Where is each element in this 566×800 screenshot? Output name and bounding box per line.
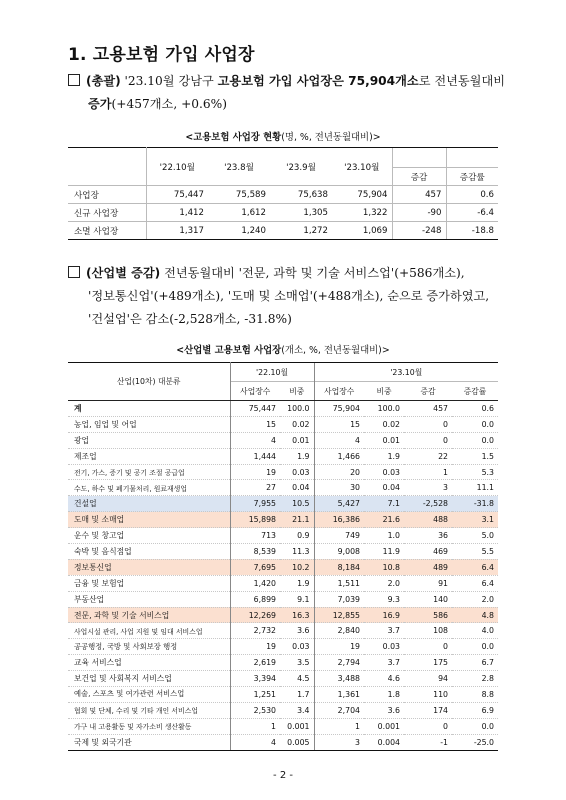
industry-table [68, 362, 498, 751]
table1-blank-header [446, 148, 498, 168]
table-row [68, 607, 498, 623]
cell: 3.6 [280, 623, 314, 639]
cell: 1,420 [230, 575, 280, 591]
cell: 10.8 [364, 559, 404, 575]
cell: 749 [314, 528, 364, 544]
cell: 36 [404, 528, 452, 544]
cell: 5,427 [314, 496, 364, 512]
summary-text-d: 증가 [88, 97, 112, 111]
cell: 1.8 [364, 687, 404, 703]
cell: 457 [392, 186, 446, 204]
cell: 3.7 [364, 623, 404, 639]
cell: 3,488 [314, 671, 364, 687]
table2-period-header: '22.10월 [230, 363, 314, 382]
table-row [68, 591, 498, 607]
cell: 27 [230, 480, 280, 496]
cell: 3.4 [280, 702, 314, 718]
table2-sub-header: 증감 [404, 382, 452, 401]
cell: 1,612 [208, 204, 270, 222]
cell: 6,899 [230, 591, 280, 607]
cell: 489 [404, 559, 452, 575]
cell: 91 [404, 575, 452, 591]
table2-sub-header: 비중 [364, 382, 404, 401]
table-row [68, 186, 498, 204]
cell: 19 [314, 639, 364, 655]
industry-label: (산업별 증감) [86, 266, 161, 280]
table2-caption [0, 342, 566, 356]
table2-sub-header: 사업장수 [314, 382, 364, 401]
cell: 3.5 [280, 655, 314, 671]
cell: 6.9 [452, 702, 498, 718]
cell: 6.7 [452, 655, 498, 671]
cell: 0.03 [280, 639, 314, 655]
checkbox-bullet-icon [68, 74, 80, 86]
page-number: - 2 - [273, 770, 293, 781]
row-label: 협회 및 단체, 수리 및 기타 개인 서비스업 [68, 702, 230, 718]
table2-caption-title: <산업별 고용보험 사업장 [176, 345, 282, 356]
cell: 100.0 [364, 401, 404, 417]
table-row [68, 496, 498, 512]
industry-text-line3: '건설업'은 감소(-2,528개소, -31.8%) [88, 312, 292, 326]
cell: 713 [230, 528, 280, 544]
cell: 0.004 [364, 734, 404, 750]
cell: 1,466 [314, 448, 364, 464]
cell: 140 [404, 591, 452, 607]
table-row [68, 575, 498, 591]
cell: 0 [404, 639, 452, 655]
cell: 0.005 [280, 734, 314, 750]
table1-period-header: '23.10월 [332, 148, 392, 186]
cell: 2,794 [314, 655, 364, 671]
cell: 0.04 [280, 480, 314, 496]
cell: 0.0 [452, 718, 498, 734]
cell: 4.5 [280, 671, 314, 687]
cell: 0.01 [280, 432, 314, 448]
cell: 11.1 [452, 480, 498, 496]
table2-body [68, 401, 498, 751]
summary-text-c: 로 전년동월대비 [418, 74, 505, 88]
row-label: 정보통신업 [68, 559, 230, 575]
table1-period-header: '23.8월 [208, 148, 270, 186]
cell: 7,039 [314, 591, 364, 607]
row-label: 공공행정, 국방 및 사회보장 행정 [68, 639, 230, 655]
row-label: 운수 및 창고업 [68, 528, 230, 544]
table1-change-header: 증감 [392, 168, 446, 186]
cell: 0.0 [452, 639, 498, 655]
cell: 1,240 [208, 222, 270, 240]
row-label: 금융 및 보험업 [68, 575, 230, 591]
row-label: 소멸 사업장 [68, 222, 146, 240]
row-label: 농업, 임업 및 어업 [68, 416, 230, 432]
table1-caption [0, 129, 566, 143]
cell: -248 [392, 222, 446, 240]
cell: 1,251 [230, 687, 280, 703]
checkbox-bullet-icon [68, 266, 80, 278]
cell: 0.9 [280, 528, 314, 544]
cell: 1,272 [270, 222, 332, 240]
cell: 175 [404, 655, 452, 671]
row-label: 숙박 및 음식점업 [68, 544, 230, 560]
table-row [68, 559, 498, 575]
summary-paragraph [68, 70, 508, 116]
row-label: 보건업 및 사회복지 서비스업 [68, 671, 230, 687]
cell: 110 [404, 687, 452, 703]
cell: 1,317 [146, 222, 208, 240]
table-row [68, 687, 498, 703]
cell: 1,444 [230, 448, 280, 464]
cell: 7.1 [364, 496, 404, 512]
cell: 9.1 [280, 591, 314, 607]
cell: 75,904 [314, 401, 364, 417]
row-label: 국제 및 외국기관 [68, 734, 230, 750]
table2-sub-header: 비중 [280, 382, 314, 401]
cell: 0.03 [364, 639, 404, 655]
cell: 3.7 [364, 655, 404, 671]
cell: 3.6 [364, 702, 404, 718]
cell: 0.6 [446, 186, 498, 204]
table-row [68, 639, 498, 655]
cell: 3,394 [230, 671, 280, 687]
cell: 5.0 [452, 528, 498, 544]
summary-label: (총괄) [86, 74, 121, 88]
cell: 75,638 [270, 186, 332, 204]
cell: 0.04 [364, 480, 404, 496]
table1-caption-title: <고용보험 사업장 현황 [185, 132, 282, 143]
cell: 4 [230, 432, 280, 448]
cell: 1 [404, 464, 452, 480]
summary-text-b: 고용보험 가입 사업장은 75,904개소 [217, 74, 419, 88]
cell: 20 [314, 464, 364, 480]
cell: 8.8 [452, 687, 498, 703]
cell: 4 [314, 432, 364, 448]
industry-text-line1: 전년동월대비 '전문, 과학 및 기술 서비스업'(+586개소), [160, 266, 465, 280]
cell: 4.0 [452, 623, 498, 639]
cell: 12,269 [230, 607, 280, 623]
cell: 8,184 [314, 559, 364, 575]
cell: 4 [230, 734, 280, 750]
cell: 0 [404, 432, 452, 448]
row-label: 사업장 [68, 186, 146, 204]
row-label: 신규 사업장 [68, 204, 146, 222]
cell: 8,539 [230, 544, 280, 560]
industry-paragraph [68, 262, 508, 331]
table2-industry-header: 산업(10차) 대분류 [68, 363, 230, 401]
cell: 9,008 [314, 544, 364, 560]
cell: 30 [314, 480, 364, 496]
table-row [68, 734, 498, 750]
cell: 469 [404, 544, 452, 560]
cell: 1,322 [332, 204, 392, 222]
cell: 0.03 [280, 464, 314, 480]
cell: 2,704 [314, 702, 364, 718]
row-label: 건설업 [68, 496, 230, 512]
row-label: 부동산업 [68, 591, 230, 607]
cell: 11.9 [364, 544, 404, 560]
row-label: 교육 서비스업 [68, 655, 230, 671]
table-row [68, 401, 498, 417]
cell: 1.9 [280, 448, 314, 464]
table1-corner [68, 148, 146, 186]
table2-period-header: '23.10월 [314, 363, 498, 382]
cell: 22 [404, 448, 452, 464]
row-label: 사업시설 관리, 사업 지원 및 임대 서비스업 [68, 623, 230, 639]
cell: 0.02 [364, 416, 404, 432]
row-label: 전문, 과학 및 기술 서비스업 [68, 607, 230, 623]
cell: 1.7 [280, 687, 314, 703]
cell: 1,305 [270, 204, 332, 222]
cell: 3 [404, 480, 452, 496]
row-label: 수도, 하수 및 폐기물처리, 원료재생업 [68, 480, 230, 496]
cell: 100.0 [280, 401, 314, 417]
cell: 16.9 [364, 607, 404, 623]
summary-text-a: '23.10월 강남구 [120, 74, 218, 88]
cell: 1.9 [364, 448, 404, 464]
industry-text-line2: '정보통신업'(+489개소), '도매 및 소매업'(+488개소), 순으로 증가하였고, [88, 289, 490, 303]
cell: 75,589 [208, 186, 270, 204]
cell: -31.8 [452, 496, 498, 512]
summary-text-e: (+457개소, +0.6%) [111, 97, 227, 111]
cell: 1 [314, 718, 364, 734]
table-row [68, 204, 498, 222]
cell: -25.0 [452, 734, 498, 750]
table1-caption-units: (명, %, 전년동월대비)> [281, 132, 381, 143]
cell: 94 [404, 671, 452, 687]
cell: 19 [230, 639, 280, 655]
cell: 0.0 [452, 416, 498, 432]
cell: 0 [404, 718, 452, 734]
cell: 0.01 [364, 432, 404, 448]
cell: 2.0 [364, 575, 404, 591]
table-row [68, 544, 498, 560]
cell: 457 [404, 401, 452, 417]
table-row [68, 623, 498, 639]
cell: 21.6 [364, 512, 404, 528]
row-label: 계 [68, 401, 230, 417]
cell: 15 [314, 416, 364, 432]
cell: 10.5 [280, 496, 314, 512]
table-row [68, 718, 498, 734]
cell: -2,528 [404, 496, 452, 512]
row-label: 광업 [68, 432, 230, 448]
section-heading: 1. 고용보험 가입 사업장 [68, 45, 255, 65]
cell: 0 [404, 416, 452, 432]
cell: 1,361 [314, 687, 364, 703]
cell: 0.001 [280, 718, 314, 734]
row-label: 예술, 스포츠 및 여가관련 서비스업 [68, 687, 230, 703]
cell: 16,386 [314, 512, 364, 528]
table-row [68, 448, 498, 464]
row-label: 가구 내 고용활동 및 자가소비 생산활동 [68, 718, 230, 734]
cell: 0.0 [452, 432, 498, 448]
table1-period-header: '22.10월 [146, 148, 208, 186]
cell: 2,732 [230, 623, 280, 639]
row-label: 도매 및 소매업 [68, 512, 230, 528]
cell: 2,840 [314, 623, 364, 639]
table-row [68, 416, 498, 432]
cell: 16.3 [280, 607, 314, 623]
table-row [68, 432, 498, 448]
table-row [68, 655, 498, 671]
cell: 21.1 [280, 512, 314, 528]
cell: 2,530 [230, 702, 280, 718]
table1-blank-header [392, 148, 446, 168]
cell: 1,069 [332, 222, 392, 240]
cell: 2.0 [452, 591, 498, 607]
table1-change-rate-header: 증감률 [446, 168, 498, 186]
cell: 15 [230, 416, 280, 432]
cell: 0.02 [280, 416, 314, 432]
cell: 174 [404, 702, 452, 718]
table2-sub-header: 증감률 [452, 382, 498, 401]
cell: 586 [404, 607, 452, 623]
row-label: 전기, 가스, 증기 및 공기 조절 공급업 [68, 464, 230, 480]
cell: 15,898 [230, 512, 280, 528]
cell: -6.4 [446, 204, 498, 222]
cell: 1.0 [364, 528, 404, 544]
table-row [68, 702, 498, 718]
cell: 10.2 [280, 559, 314, 575]
table-row [68, 528, 498, 544]
cell: 1,412 [146, 204, 208, 222]
workplace-status-table [68, 147, 498, 240]
cell: 75,447 [146, 186, 208, 204]
cell: 1,511 [314, 575, 364, 591]
cell: 2.8 [452, 671, 498, 687]
cell: 6.4 [452, 575, 498, 591]
cell: 0.6 [452, 401, 498, 417]
table2-sub-header: 사업장수 [230, 382, 280, 401]
cell: 1 [230, 718, 280, 734]
cell: 11.3 [280, 544, 314, 560]
cell: 75,904 [332, 186, 392, 204]
cell: 19 [230, 464, 280, 480]
cell: 7,695 [230, 559, 280, 575]
cell: 6.4 [452, 559, 498, 575]
table-row [68, 512, 498, 528]
cell: 4.8 [452, 607, 498, 623]
cell: -1 [404, 734, 452, 750]
cell: 0.001 [364, 718, 404, 734]
cell: 12,855 [314, 607, 364, 623]
cell: -18.8 [446, 222, 498, 240]
cell: 1.9 [280, 575, 314, 591]
table2-caption-units: (개소, %, 전년동월대비)> [281, 345, 390, 356]
cell: 5.3 [452, 464, 498, 480]
row-label: 제조업 [68, 448, 230, 464]
cell: 3.1 [452, 512, 498, 528]
cell: 1.5 [452, 448, 498, 464]
table-row [68, 464, 498, 480]
cell: 0.03 [364, 464, 404, 480]
cell: 108 [404, 623, 452, 639]
table-row [68, 480, 498, 496]
cell: 3 [314, 734, 364, 750]
cell: -90 [392, 204, 446, 222]
cell: 488 [404, 512, 452, 528]
table-row [68, 222, 498, 240]
cell: 75,447 [230, 401, 280, 417]
table-row [68, 671, 498, 687]
table1-period-header: '23.9월 [270, 148, 332, 186]
cell: 7,955 [230, 496, 280, 512]
cell: 2,619 [230, 655, 280, 671]
cell: 5.5 [452, 544, 498, 560]
cell: 4.6 [364, 671, 404, 687]
cell: 9.3 [364, 591, 404, 607]
